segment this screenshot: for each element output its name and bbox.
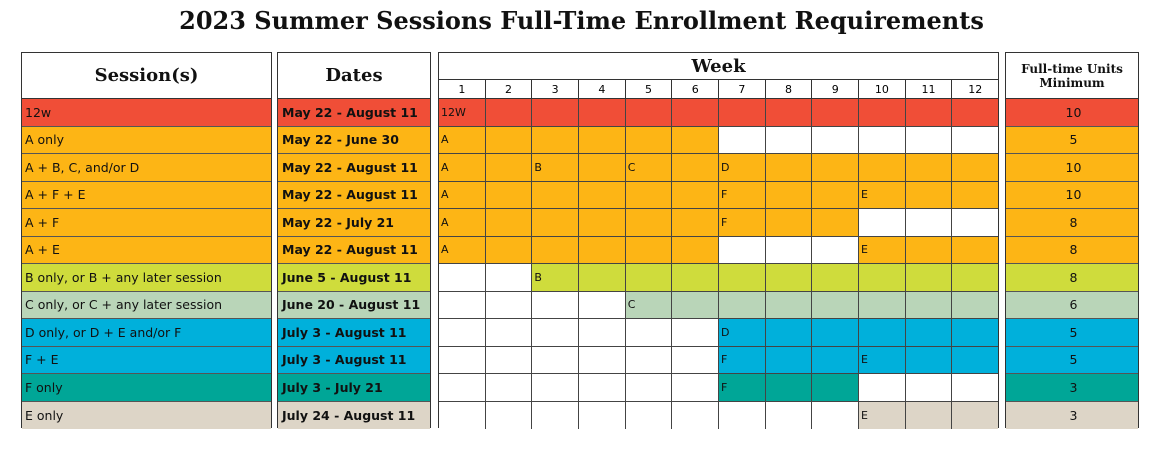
units-row (1006, 237, 1138, 265)
week-row (439, 154, 998, 182)
week-cell: D (718, 319, 765, 347)
week-cell (578, 154, 625, 182)
week-number: 5 (625, 80, 672, 98)
session-row (22, 347, 271, 375)
units-value: 8 (1069, 269, 1078, 285)
session-row (22, 402, 271, 430)
session-row (22, 319, 271, 347)
week-cell (811, 264, 858, 292)
week-cell (951, 127, 998, 155)
week-cell (951, 237, 998, 265)
week-cell (765, 99, 812, 127)
week-cell (905, 127, 952, 155)
dates-label: May 22 - June 30 (282, 132, 399, 148)
session-label: A + E (25, 242, 60, 258)
week-cell (625, 127, 672, 155)
week-cell (531, 99, 578, 127)
week-row (439, 402, 998, 430)
week-cell (811, 319, 858, 347)
week-cell (531, 402, 578, 430)
week-cell (905, 347, 952, 375)
week-cell: D (718, 154, 765, 182)
week-cell (765, 347, 812, 375)
week-cell (671, 347, 718, 375)
dates-row (278, 347, 430, 375)
dates-row (278, 237, 430, 265)
week-row (439, 319, 998, 347)
week-cell (765, 209, 812, 237)
week-cell (485, 182, 532, 210)
week-cell (765, 127, 812, 155)
week-cell (905, 209, 952, 237)
dates-label: June 5 - August 11 (282, 269, 412, 285)
week-rows (439, 99, 998, 429)
week-cell (765, 182, 812, 210)
week-cell (625, 402, 672, 430)
session-row (22, 127, 271, 155)
week-cell (439, 374, 485, 402)
units-header (1006, 53, 1138, 99)
week-cell (485, 99, 532, 127)
week-cell (625, 237, 672, 265)
session-row (22, 182, 271, 210)
week-cell (765, 402, 812, 430)
week-cell (531, 319, 578, 347)
week-cell (485, 374, 532, 402)
week-cell (811, 209, 858, 237)
week-number: 6 (671, 80, 718, 98)
week-cell (905, 319, 952, 347)
week-cell (905, 402, 952, 430)
week-cell (765, 237, 812, 265)
session-label: C only, or C + any later session (25, 297, 223, 313)
week-cell (811, 154, 858, 182)
week-cell (671, 154, 718, 182)
week-cell (671, 127, 718, 155)
week-cell (811, 402, 858, 430)
session-row (22, 209, 271, 237)
week-cell: F (718, 182, 765, 210)
week-cell (578, 127, 625, 155)
session-column (21, 52, 272, 428)
week-cell: A (439, 182, 485, 210)
week-cell: B (531, 264, 578, 292)
week-cell (671, 209, 718, 237)
session-row (22, 154, 271, 182)
week-cell (811, 347, 858, 375)
week-number: 3 (531, 80, 578, 98)
week-cell (439, 292, 485, 320)
week-number: 10 (858, 80, 905, 98)
week-cell (811, 237, 858, 265)
week-cell (858, 99, 905, 127)
week-cell (485, 209, 532, 237)
session-label: 12w (25, 104, 52, 120)
dates-label: July 24 - August 11 (282, 407, 416, 423)
week-cell: E (858, 402, 905, 430)
week-cell: A (439, 209, 485, 237)
week-cell (951, 319, 998, 347)
week-cell (671, 402, 718, 430)
session-label: E only (25, 407, 64, 423)
week-cell (485, 264, 532, 292)
units-value: 5 (1069, 324, 1078, 340)
session-label: A only (25, 132, 64, 148)
session-row (22, 99, 271, 127)
week-cell: C (625, 292, 672, 320)
week-cell (951, 154, 998, 182)
week-cell: A (439, 154, 485, 182)
week-cell (578, 319, 625, 347)
week-cell (485, 127, 532, 155)
week-cell: E (858, 182, 905, 210)
dates-row (278, 182, 430, 210)
week-cell (671, 99, 718, 127)
week-cell: F (718, 209, 765, 237)
units-row (1006, 374, 1138, 402)
week-cell (905, 292, 952, 320)
week-row (439, 127, 998, 155)
session-label: B only, or B + any later session (25, 269, 222, 285)
dates-rows (278, 99, 430, 429)
dates-label: May 22 - August 11 (282, 242, 418, 258)
session-label: A + F (25, 214, 60, 230)
units-value: 3 (1069, 407, 1078, 423)
units-row (1006, 182, 1138, 210)
week-cell (718, 127, 765, 155)
week-cell: E (858, 347, 905, 375)
week-cell: A (439, 127, 485, 155)
week-cell (439, 402, 485, 430)
units-value: 5 (1069, 352, 1078, 368)
week-cell (578, 402, 625, 430)
week-number-row (439, 79, 998, 99)
week-cell (718, 237, 765, 265)
dates-label: July 3 - July 21 (282, 379, 383, 395)
week-row (439, 292, 998, 320)
units-row (1006, 402, 1138, 430)
dates-label: May 22 - August 11 (282, 187, 418, 203)
dates-row (278, 374, 430, 402)
units-row (1006, 127, 1138, 155)
page-title: 2023 Summer Sessions Full-Time Enrollment Requirements (179, 6, 984, 35)
week-cell (485, 154, 532, 182)
week-cell: E (858, 237, 905, 265)
week-header: Week (691, 55, 746, 77)
units-value: 5 (1069, 132, 1078, 148)
week-cell (485, 237, 532, 265)
week-cell (905, 182, 952, 210)
week-cell (858, 154, 905, 182)
week-cell (858, 319, 905, 347)
units-value: 6 (1069, 297, 1078, 313)
week-cell (531, 237, 578, 265)
units-value: 10 (1065, 104, 1082, 120)
dates-row (278, 209, 430, 237)
dates-row (278, 99, 430, 127)
units-value: 10 (1065, 159, 1082, 175)
week-cell (578, 99, 625, 127)
session-rows (22, 99, 271, 429)
units-row (1006, 99, 1138, 127)
week-cell (531, 127, 578, 155)
week-cell (625, 99, 672, 127)
dates-row (278, 402, 430, 430)
week-cell: C (625, 154, 672, 182)
week-number: 9 (811, 80, 858, 98)
dates-label: June 20 - August 11 (282, 297, 421, 313)
week-cell (858, 209, 905, 237)
week-cell (671, 237, 718, 265)
week-cell (811, 292, 858, 320)
session-header: Session(s) (22, 53, 271, 99)
week-cell: 12W (439, 99, 485, 127)
week-cell (439, 347, 485, 375)
week-cell (578, 237, 625, 265)
week-cell (765, 154, 812, 182)
units-header-line1: Full-time Units (1021, 61, 1123, 76)
dates-row (278, 127, 430, 155)
units-value: 3 (1069, 379, 1078, 395)
week-cell (811, 374, 858, 402)
week-number: 12 (951, 80, 998, 98)
dates-label: July 3 - August 11 (282, 324, 407, 340)
week-cell (858, 127, 905, 155)
week-row (439, 347, 998, 375)
units-row (1006, 347, 1138, 375)
week-cell (485, 292, 532, 320)
week-row (439, 209, 998, 237)
week-cell (811, 99, 858, 127)
week-cell (765, 264, 812, 292)
week-cell: A (439, 237, 485, 265)
units-header-line2: Minimum (1039, 75, 1105, 90)
week-cell (578, 209, 625, 237)
week-row (439, 374, 998, 402)
week-cell (671, 182, 718, 210)
week-cell (951, 99, 998, 127)
week-cell (671, 319, 718, 347)
units-rows (1006, 99, 1138, 429)
week-cell (718, 402, 765, 430)
units-value: 10 (1065, 187, 1082, 203)
week-cell (531, 374, 578, 402)
session-label: A + F + E (25, 187, 86, 203)
week-cell (765, 292, 812, 320)
week-cell (905, 154, 952, 182)
week-cell (905, 264, 952, 292)
week-cell (439, 264, 485, 292)
units-row (1006, 154, 1138, 182)
units-value: 8 (1069, 214, 1078, 230)
session-label: F only (25, 379, 63, 395)
dates-column (277, 52, 431, 428)
week-number: 1 (458, 82, 466, 96)
week-cell (765, 319, 812, 347)
week-cell (531, 182, 578, 210)
week-row (439, 264, 998, 292)
week-cell (905, 99, 952, 127)
dates-row (278, 292, 430, 320)
week-cell (951, 374, 998, 402)
dates-row (278, 264, 430, 292)
week-cell (578, 374, 625, 402)
week-number: 11 (905, 80, 952, 98)
week-cell (485, 347, 532, 375)
week-cell (485, 402, 532, 430)
week-row (439, 237, 998, 265)
week-cell (625, 182, 672, 210)
session-row (22, 292, 271, 320)
units-row (1006, 319, 1138, 347)
dates-row (278, 319, 430, 347)
session-row (22, 374, 271, 402)
dates-header: Dates (278, 53, 430, 99)
week-cell (951, 264, 998, 292)
week-cell (671, 264, 718, 292)
week-cell (858, 374, 905, 402)
week-cell (578, 182, 625, 210)
week-cell (951, 402, 998, 430)
units-row (1006, 209, 1138, 237)
week-number: 2 (485, 80, 532, 98)
week-cell (578, 264, 625, 292)
week-cell (531, 347, 578, 375)
units-row (1006, 292, 1138, 320)
week-cell (625, 347, 672, 375)
dates-label: July 3 - August 11 (282, 352, 407, 368)
week-cell (671, 292, 718, 320)
week-cell: F (718, 347, 765, 375)
week-cell (625, 374, 672, 402)
units-column (1005, 52, 1139, 428)
week-cell (858, 292, 905, 320)
dates-label: May 22 - August 11 (282, 159, 418, 175)
units-row (1006, 264, 1138, 292)
week-row (439, 182, 998, 210)
week-cell: F (718, 374, 765, 402)
week-cell (625, 319, 672, 347)
week-cell (905, 237, 952, 265)
week-cell: B (531, 154, 578, 182)
week-cell (765, 374, 812, 402)
week-cell (439, 319, 485, 347)
week-cell (531, 209, 578, 237)
week-cell (671, 374, 718, 402)
week-cell (578, 347, 625, 375)
week-number: 8 (765, 80, 812, 98)
dates-label: May 22 - August 11 (282, 104, 418, 120)
dates-label: May 22 - July 21 (282, 214, 395, 230)
week-row (439, 99, 998, 127)
week-cell (951, 347, 998, 375)
units-value: 8 (1069, 242, 1078, 258)
week-grid (438, 52, 999, 428)
week-cell (811, 127, 858, 155)
week-number: 4 (578, 80, 625, 98)
week-cell (951, 182, 998, 210)
week-cell (811, 182, 858, 210)
week-cell (578, 292, 625, 320)
week-cell (718, 264, 765, 292)
week-cell (625, 264, 672, 292)
session-row (22, 237, 271, 265)
dates-row (278, 154, 430, 182)
week-number: 7 (718, 80, 765, 98)
week-cell (951, 292, 998, 320)
session-label: F + E (25, 352, 59, 368)
week-cell (625, 209, 672, 237)
week-cell (951, 209, 998, 237)
week-cell (718, 99, 765, 127)
week-cell (485, 319, 532, 347)
week-cell (531, 292, 578, 320)
week-cell (718, 292, 765, 320)
session-label: D only, or D + E and/or F (25, 324, 182, 340)
week-cell (905, 374, 952, 402)
session-row (22, 264, 271, 292)
week-cell (858, 264, 905, 292)
session-label: A + B, C, and/or D (25, 159, 140, 175)
